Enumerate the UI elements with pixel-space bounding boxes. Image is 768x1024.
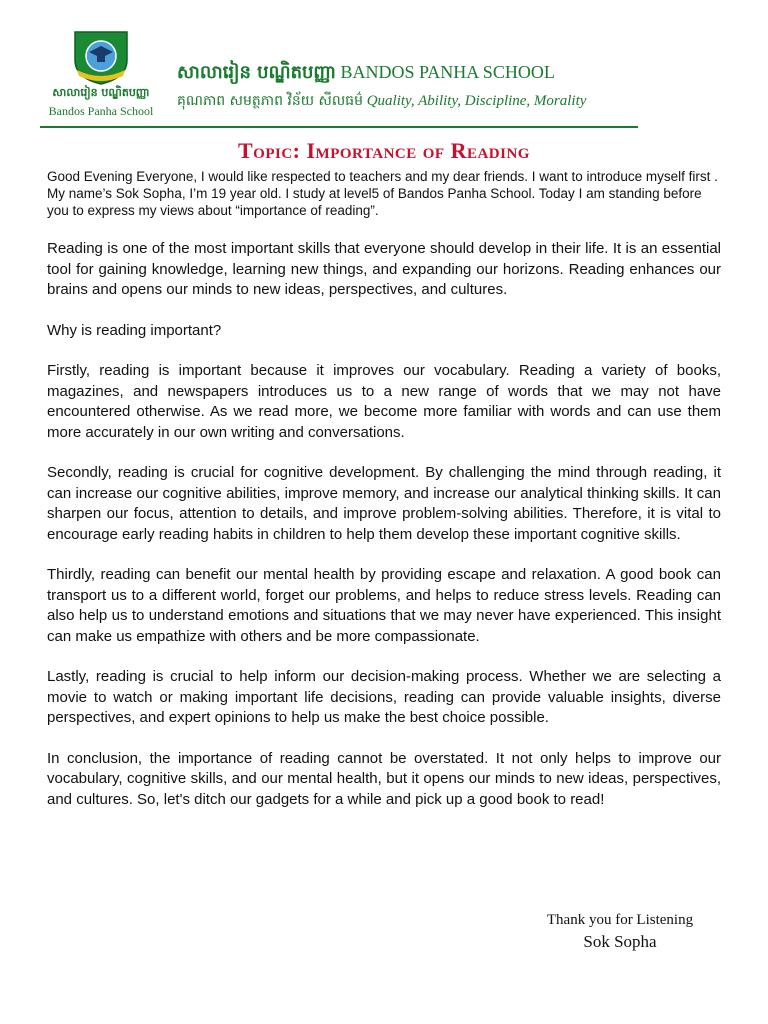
paragraph-thirdly: Thirdly, reading can benefit our mental health by providing escape and relaxation. A good book can transport us to a different world, forget our problems, and helps to reduce stress levels. Reading can also help us to understand emotions and situations that we may never have experienced. This insight can make us empathize with others and be more compassionate. [47, 566, 721, 645]
logo-khmer-name: សាលារៀន បណ្ឌិតបញ្ញា [52, 86, 150, 99]
paragraph-firstly: Firstly, reading is important because it improves our vocabulary. Reading a variety of books, magazines, and newspapers introduces us to a new range of words that we may not have encountered otherwise. As we read more, we become more familiar with words and can use them more accurately in our own writing and conversations. [47, 362, 721, 441]
paragraph-secondly: Secondly, reading is crucial for cognitive development. By challenging the mind through reading, it can increase our cognitive abilities, improve memory, and increase our analytical thinking skills. It can sharpen our focus, attention to details, and improve problem-solving abilities. Therefore, it is vital to encourage early reading habits in children to help them develop these important cognitive skills. [47, 464, 721, 543]
header-divider [40, 126, 638, 128]
school-motto [177, 91, 586, 112]
logo-english-name: Bandos Panha School [48, 104, 154, 118]
speech-body [47, 168, 721, 830]
intro-paragraph: Good Evening Everyone, I would like respected to teachers and my dear friends. I want to introduce myself first . My name’s Sok Sopha, I’m 19 year old. I study at level5 of Bandos Panha School. Today I am standing before you to express my views about “importance of reading”. [47, 169, 718, 218]
school-name-khmer: សាលារៀន បណ្ឌិតបញ្ញា [177, 62, 336, 83]
paragraph-lastly: Lastly, reading is crucial to help inform our decision-making process. Whether we are selecting a movie to watch or making important life decisions, reading can provide valuable insights, diverse perspectives, and expert opinions to help us make the best choice possible. [47, 668, 721, 726]
letterhead [0, 0, 768, 130]
motto-khmer: គុណភាព សមត្ថភាព វិន័យ សីលធម៌ [177, 93, 363, 109]
school-name-english: BANDOS PANHA SCHOOL [340, 62, 555, 82]
paragraph-question: Why is reading important? [47, 321, 222, 339]
school-name [177, 60, 555, 87]
motto-english: Quality, Ability, Discipline, Morality [366, 93, 587, 109]
paragraph-conclusion: In conclusion, the importance of reading cannot be overstated. It not only helps to improve our vocabulary, cognitive skills, and our mental health, but it opens our minds to new ideas, perspectives, and cultures. So, let's ditch our gadgets for a while and pick up a good book to read! [47, 749, 721, 808]
paragraph-opening: Reading is one of the most important skills that everyone should develop in their life. It is an essential tool for gaining knowledge, learning new things, and expanding our horizons. Reading enhances our brains and opens our minds to new ideas, perspectives, and cultures. [47, 240, 721, 298]
signer-name: Sok Sopha [583, 932, 657, 951]
school-crest-icon [67, 30, 135, 86]
closing-block [530, 910, 710, 954]
document-title: Topic: Importance of Reading [238, 138, 530, 163]
thanks-line: Thank you for Listening [546, 912, 694, 928]
